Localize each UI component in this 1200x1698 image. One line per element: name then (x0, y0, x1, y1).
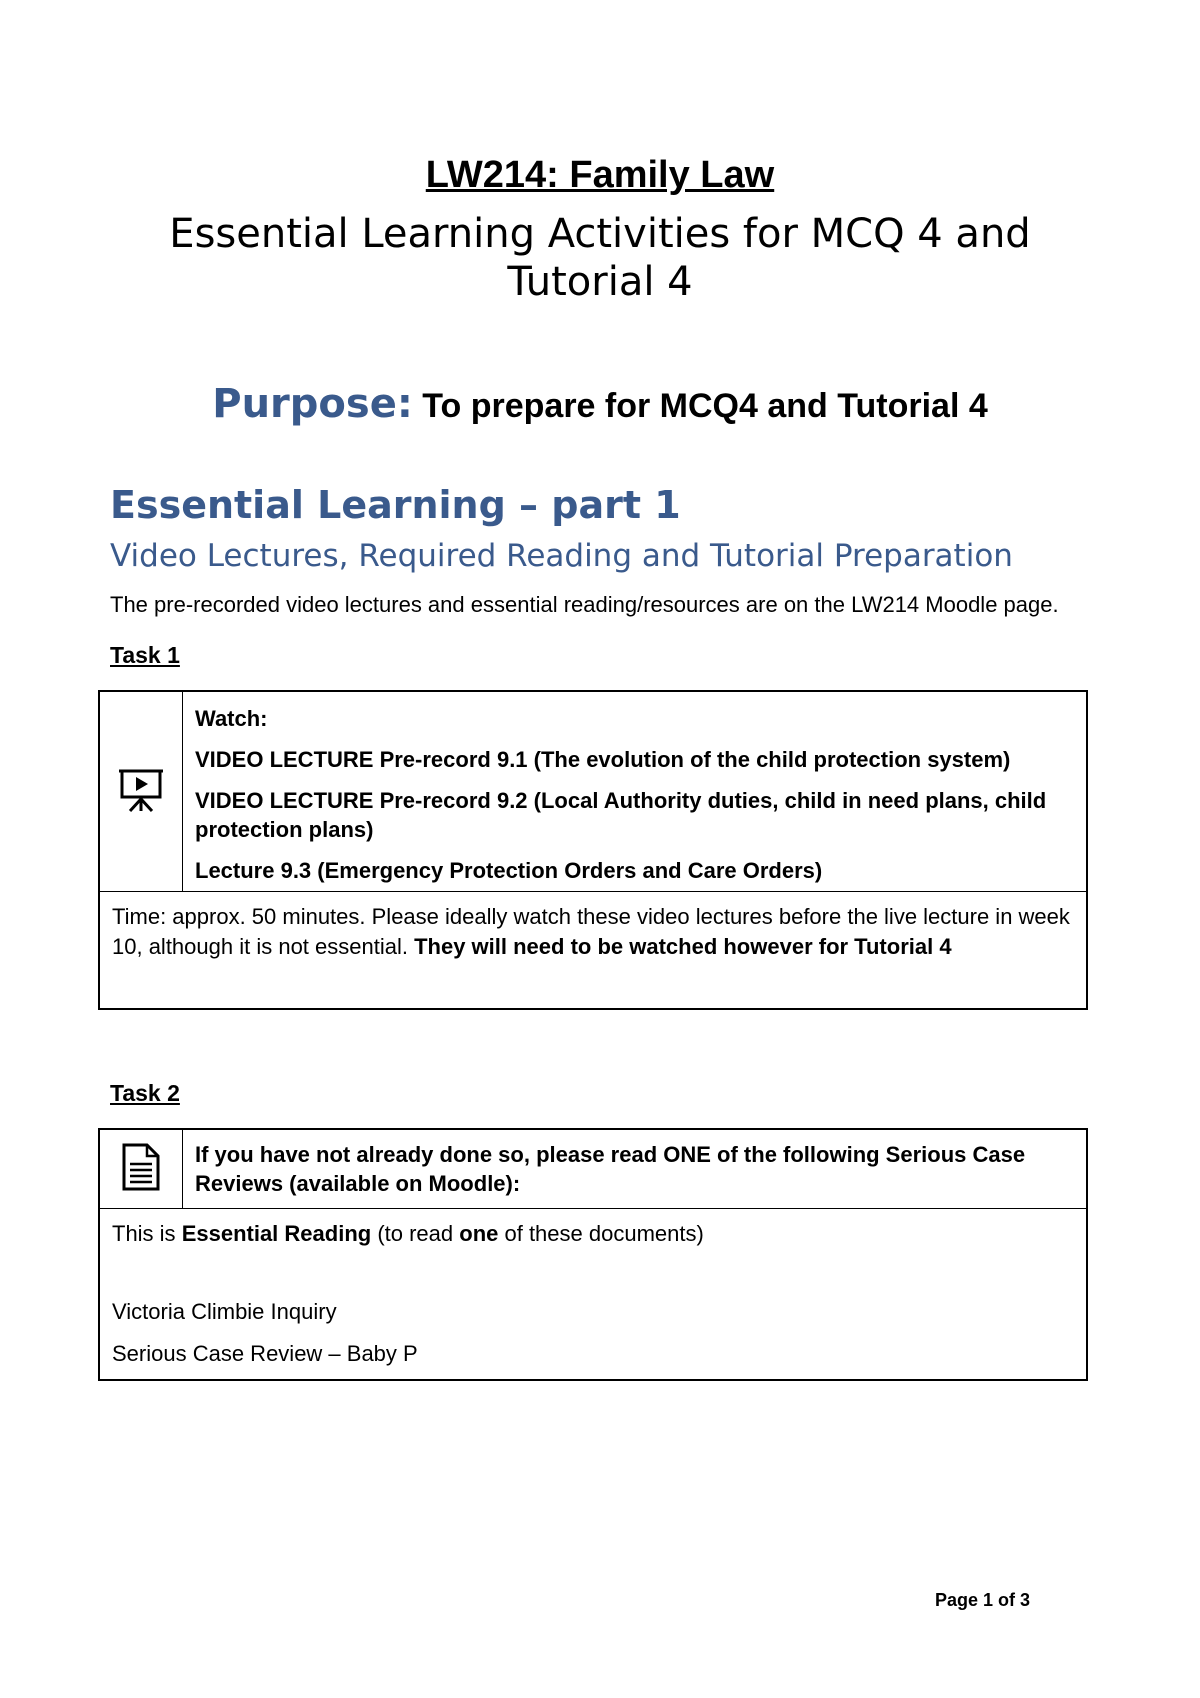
lecture-item: Lecture 9.3 (Emergency Protection Orders and Care Orders) (195, 858, 823, 883)
task1-table (98, 690, 1088, 1010)
section-heading: Essential Learning – part 1 (110, 483, 681, 527)
course-title: LW214: Family Law (425, 154, 775, 196)
task2-table (98, 1128, 1088, 1381)
note-prefix: This is (112, 1221, 182, 1246)
note-mid: (to read (371, 1221, 460, 1246)
task2-label: Task 2 (110, 1080, 180, 1106)
section-subheading: Video Lectures, Required Reading and Tutorial Preparation (110, 538, 1013, 574)
note-suffix: of these documents) (498, 1221, 704, 1246)
purpose-text: To prepare for MCQ4 and Tutorial 4 (412, 387, 988, 425)
note-emphasis: Essential Reading (181, 1221, 372, 1246)
essential-reading-note (112, 1219, 1074, 1249)
reading-document: Serious Case Review – Baby P (112, 1341, 418, 1366)
note-emphasis-one: one (459, 1221, 499, 1246)
lecture-item: VIDEO LECTURE Pre-record 9.2 (Local Authority duties, child in need plans, child protection plans) (195, 788, 1047, 842)
time-emphasis: They will need to be watched however for Tutorial 4 (414, 934, 952, 959)
task2-instruction: If you have not already done so, please read ONE of the following Serious Case Reviews (available on Moodle): (195, 1142, 1026, 1196)
watch-label: Watch: (195, 706, 268, 731)
time-text: Time: approx. 50 minutes. Please ideally watch these video lectures before the live lecture in week 10, although it is not essential. (112, 904, 1070, 959)
intro-text: The pre-recorded video lectures and essential reading/resources are on the LW214 Moodle page. (110, 592, 1059, 617)
document-icon (121, 1142, 161, 1192)
task2-reading-cell (99, 1209, 1087, 1381)
document-subtitle: Essential Learning Activities for MCQ 4 and Tutorial 4 (169, 211, 1031, 305)
lecture-item: VIDEO LECTURE Pre-record 9.1 (The evolution of the child protection system) (195, 747, 1011, 772)
purpose-line (0, 378, 1200, 432)
task1-icon-cell (99, 691, 183, 892)
purpose-label: Purpose: (212, 381, 413, 427)
task2-icon-cell (99, 1129, 183, 1209)
reading-document: Victoria Climbie Inquiry (112, 1299, 337, 1324)
task1-watch-cell (183, 691, 1088, 892)
presentation-video-icon (117, 765, 165, 813)
task1-time-cell (99, 892, 1087, 1010)
task1-label: Task 1 (110, 642, 180, 668)
task2-instruction-cell (183, 1129, 1088, 1209)
page-number: Page 1 of 3 (935, 1590, 1031, 1610)
